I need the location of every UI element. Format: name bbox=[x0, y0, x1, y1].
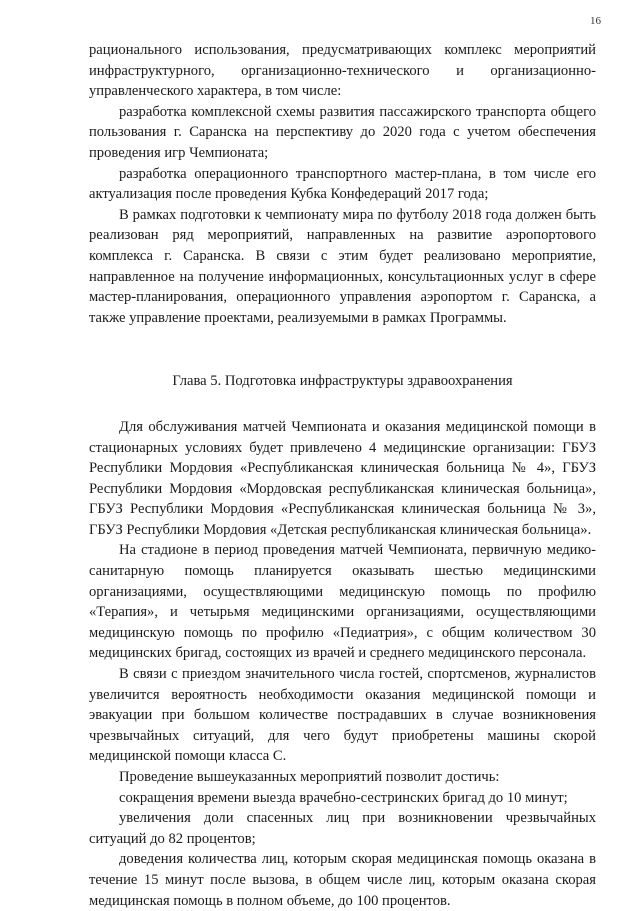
paragraph: В рамках подготовки к чемпионату мира по футболу 2018 года должен быть реализован ряд мероприятий, направленных на развитие аэропортового комплекса г. Саранска. В связи с этим будет реализовано мероприятие, направленное на получение информационных, консультационных услуг в сфере мастер-планирования, операционного управления аэропортом г. Саранска, а также управление проектами, реализуемыми в рамках Программы. bbox=[89, 206, 596, 326]
paragraph: рационального использования, предусматривающих комплекс мероприятий инфраструктурного, организационно-технического и организационно-управленческого характера, в том числе: bbox=[89, 42, 596, 100]
list-item: доведения количества лиц, которым скорая медицинская помощь оказана в течение 15 минут после вызова, в общем числе лиц, которым оказана скорая медицинская помощь в полном объеме, до 100 процентов. bbox=[89, 851, 596, 909]
paragraph: В связи с приездом значительного числа гостей, спортсменов, журналистов увеличится вероятность необходимости оказания медицинской помощи и эвакуации при большом количестве пострадавших в случае возникновения чрезвычайных ситуаций, для чего будут приобретены машины скорой медицинской помощи класса С. bbox=[89, 666, 596, 765]
paragraph: На стадионе в период проведения матчей Чемпионата, первичную медико-санитарную помощь планируется оказывать шестью медицинскими организациями, осуществляющими медицинскую помощь по профилю «Терапия», и четырьмя медицинскими организациями, осуществляющими медицинскую помощь по профилю «Педиатрия», с общим количеством 30 медицинских бригад, состоящих из врачей и среднего медицинского персонала. bbox=[89, 542, 596, 662]
paragraph: разработка операционного транспортного мастер-плана, в том числе его актуализация после проведения Кубка Конфедераций 2017 года; bbox=[89, 165, 596, 203]
list-item: сокращения времени выезда врачебно-сестринских бригад до 10 минут; bbox=[119, 789, 568, 806]
paragraph: разработка комплексной схемы развития пассажирского транспорта общего пользования г. Саранска на перспективу до 2020 года с учетом обеспечения проведения игр Чемпионата; bbox=[89, 103, 596, 161]
paragraph: Для обслуживания матчей Чемпионата и оказания медицинской помощи в стационарных условиях будет привлечено 4 медицинские организации: ГБУЗ Республики Мордовия «Республиканская клиническая больница № 4», ГБУЗ Республики Мордовия «Мордовская республиканская клиническая больница», ГБУЗ Республики Мордовия «Республиканская клиническая больница № 3», ГБУЗ Республики Мордовия «Детская республиканская клиническая больница». bbox=[89, 418, 596, 538]
list-item: увеличения доли спасенных лиц при возникновении чрезвычайных ситуаций до 82 процентов; bbox=[89, 810, 596, 847]
page-number: 16 bbox=[590, 15, 601, 27]
chapter-heading: Глава 5. Подготовка инфраструктуры здравоохранения bbox=[172, 373, 513, 390]
paragraph: Проведение вышеуказанных мероприятий позволит достичь: bbox=[119, 769, 500, 785]
